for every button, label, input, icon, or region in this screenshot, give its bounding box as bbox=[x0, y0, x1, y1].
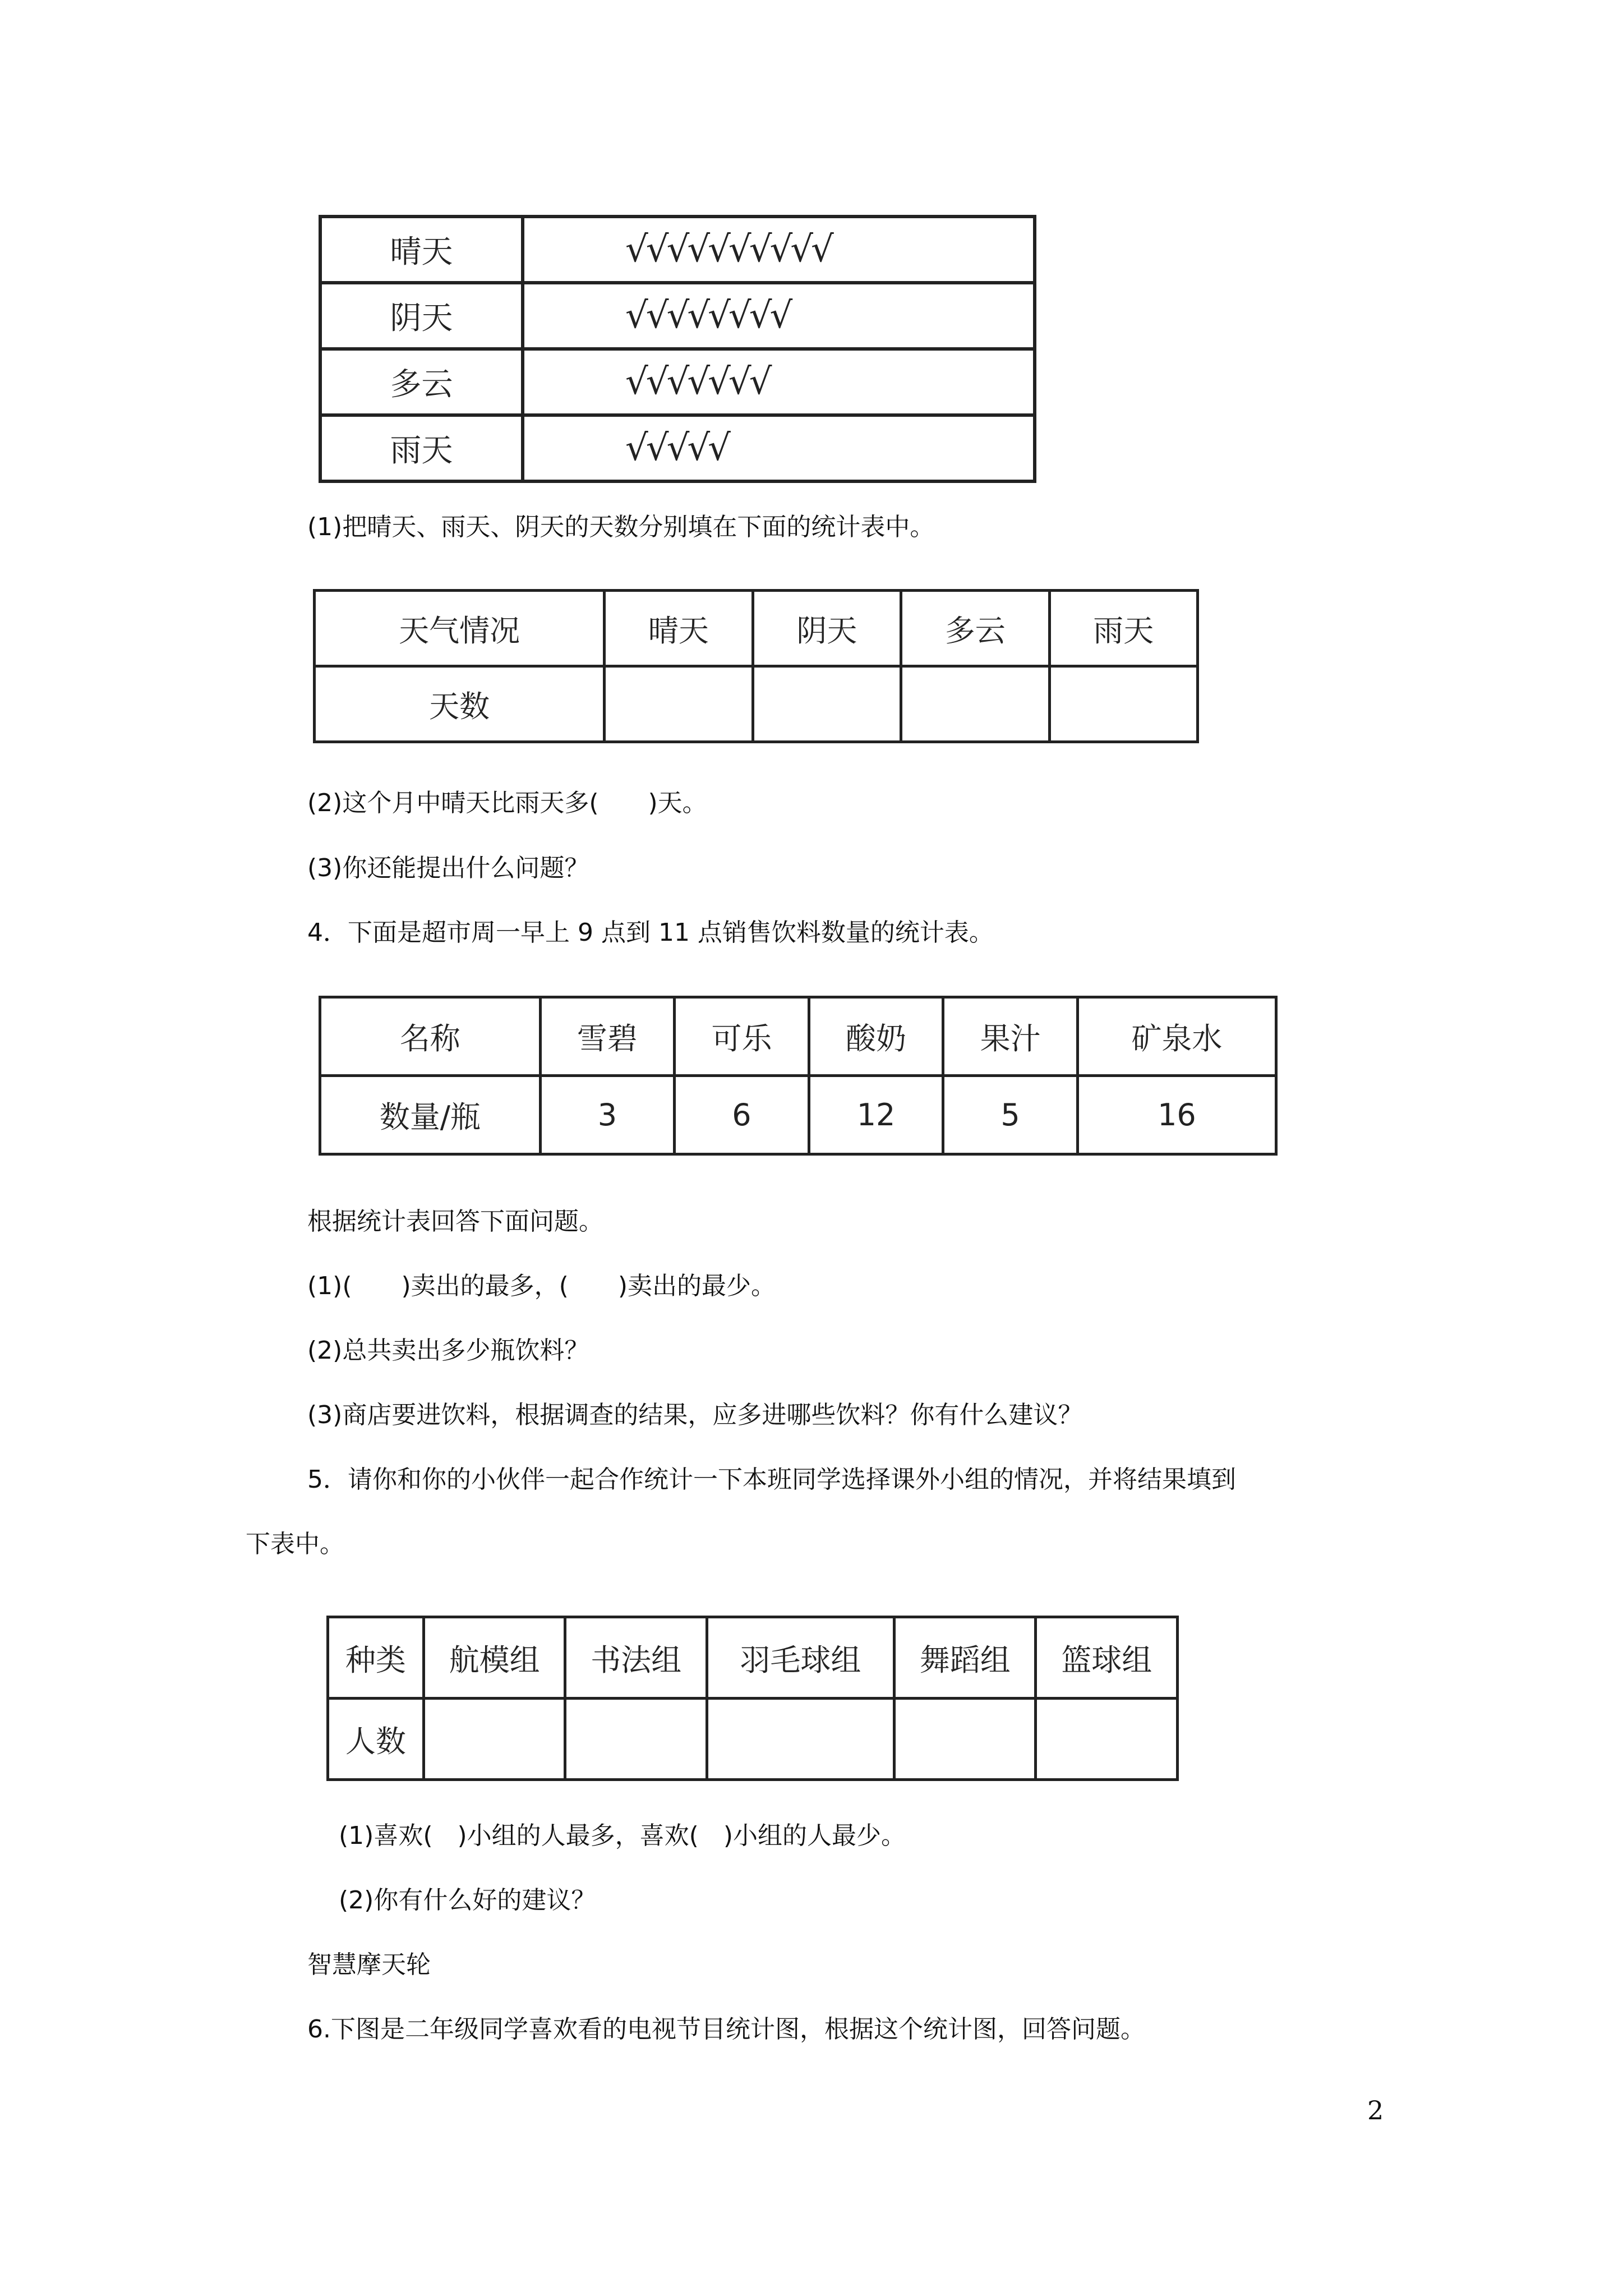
tally-marks: √√√√√√√√ bbox=[523, 283, 1035, 349]
q4-part3: (3)商店要进饮料，根据调查的结果，应多进哪些饮料？你有什么建议？ bbox=[307, 1401, 1083, 1429]
page-number: 2 bbox=[1367, 2095, 1384, 2125]
section-title: 智慧摩天轮 bbox=[307, 1950, 431, 1979]
table-header: 矿泉水 bbox=[1077, 997, 1276, 1076]
table-cell: 12 bbox=[809, 1076, 943, 1154]
q5-part1: (1)喜欢( )小组的人最多，喜欢( )小组的人最少。 bbox=[339, 1821, 906, 1850]
tally-marks: √√√√√√√ bbox=[523, 349, 1035, 415]
q5-line2: 下表中。 bbox=[246, 1530, 344, 1558]
tally-label: 晴天 bbox=[320, 217, 523, 283]
row-label: 天数 bbox=[315, 666, 605, 742]
table-header: 阴天 bbox=[753, 591, 901, 666]
table-header: 天气情况 bbox=[315, 591, 605, 666]
table-header: 航模组 bbox=[423, 1617, 565, 1699]
blank-cell[interactable] bbox=[605, 666, 753, 742]
tally-label: 多云 bbox=[320, 349, 523, 415]
tally-marks: √√√√√√√√√√ bbox=[523, 217, 1035, 283]
blank-cell[interactable] bbox=[901, 666, 1049, 742]
q5-part2: (2)你有什么好的建议？ bbox=[339, 1886, 596, 1915]
table-header: 羽毛球组 bbox=[707, 1617, 894, 1699]
table-header: 雨天 bbox=[1049, 591, 1198, 666]
weather-tally-table bbox=[319, 215, 1036, 483]
table-cell: 5 bbox=[943, 1076, 1078, 1154]
row-label: 数量/瓶 bbox=[320, 1076, 541, 1154]
q4-part2: (2)总共卖出多少瓶饮料？ bbox=[307, 1336, 589, 1365]
blank-cell[interactable] bbox=[1049, 666, 1198, 742]
groups-table bbox=[326, 1616, 1179, 1781]
table-header: 雪碧 bbox=[540, 997, 675, 1076]
table-header: 酸奶 bbox=[809, 997, 943, 1076]
table-header: 名称 bbox=[320, 997, 541, 1076]
table-header: 晴天 bbox=[605, 591, 753, 666]
q4-intro: 根据统计表回答下面问题。 bbox=[307, 1207, 603, 1236]
row-label: 人数 bbox=[328, 1699, 424, 1780]
q4-part1: (1)( )卖出的最多，( )卖出的最少。 bbox=[307, 1272, 776, 1300]
tally-label: 雨天 bbox=[320, 415, 523, 481]
table-cell: 16 bbox=[1077, 1076, 1276, 1154]
table-header: 种类 bbox=[328, 1617, 424, 1699]
blank-cell[interactable] bbox=[753, 666, 901, 742]
q3-part2: (2)这个月中晴天比雨天多( )天。 bbox=[307, 789, 707, 817]
q4-title: 4．下面是超市周一早上 9 点到 11 点销售饮料数量的统计表。 bbox=[307, 918, 994, 947]
table-header: 多云 bbox=[901, 591, 1049, 666]
drinks-sales-table bbox=[319, 996, 1278, 1156]
weather-days-table bbox=[313, 589, 1199, 743]
blank-cell[interactable] bbox=[894, 1699, 1036, 1780]
tally-marks: √√√√√ bbox=[523, 415, 1035, 481]
table-header: 篮球组 bbox=[1036, 1617, 1178, 1699]
q5-line1: 5．请你和你的小伙伴一起合作统计一下本班同学选择课外小组的情况，并将结果填到 bbox=[307, 1465, 1236, 1494]
table-header: 可乐 bbox=[675, 997, 809, 1076]
blank-cell[interactable] bbox=[423, 1699, 565, 1780]
table-cell: 6 bbox=[675, 1076, 809, 1154]
q3-part3: (3)你还能提出什么问题？ bbox=[307, 854, 589, 882]
q3-part1: (1)把晴天、雨天、阴天的天数分别填在下面的统计表中。 bbox=[307, 513, 935, 541]
table-cell: 3 bbox=[540, 1076, 675, 1154]
blank-cell[interactable] bbox=[565, 1699, 707, 1780]
blank-cell[interactable] bbox=[1036, 1699, 1178, 1780]
table-header: 书法组 bbox=[565, 1617, 707, 1699]
tally-label: 阴天 bbox=[320, 283, 523, 349]
blank-cell[interactable] bbox=[707, 1699, 894, 1780]
q6-title: 6.下图是二年级同学喜欢看的电视节目统计图，根据这个统计图，回答问题。 bbox=[307, 2015, 1145, 2044]
table-header: 果汁 bbox=[943, 997, 1078, 1076]
table-header: 舞蹈组 bbox=[894, 1617, 1036, 1699]
